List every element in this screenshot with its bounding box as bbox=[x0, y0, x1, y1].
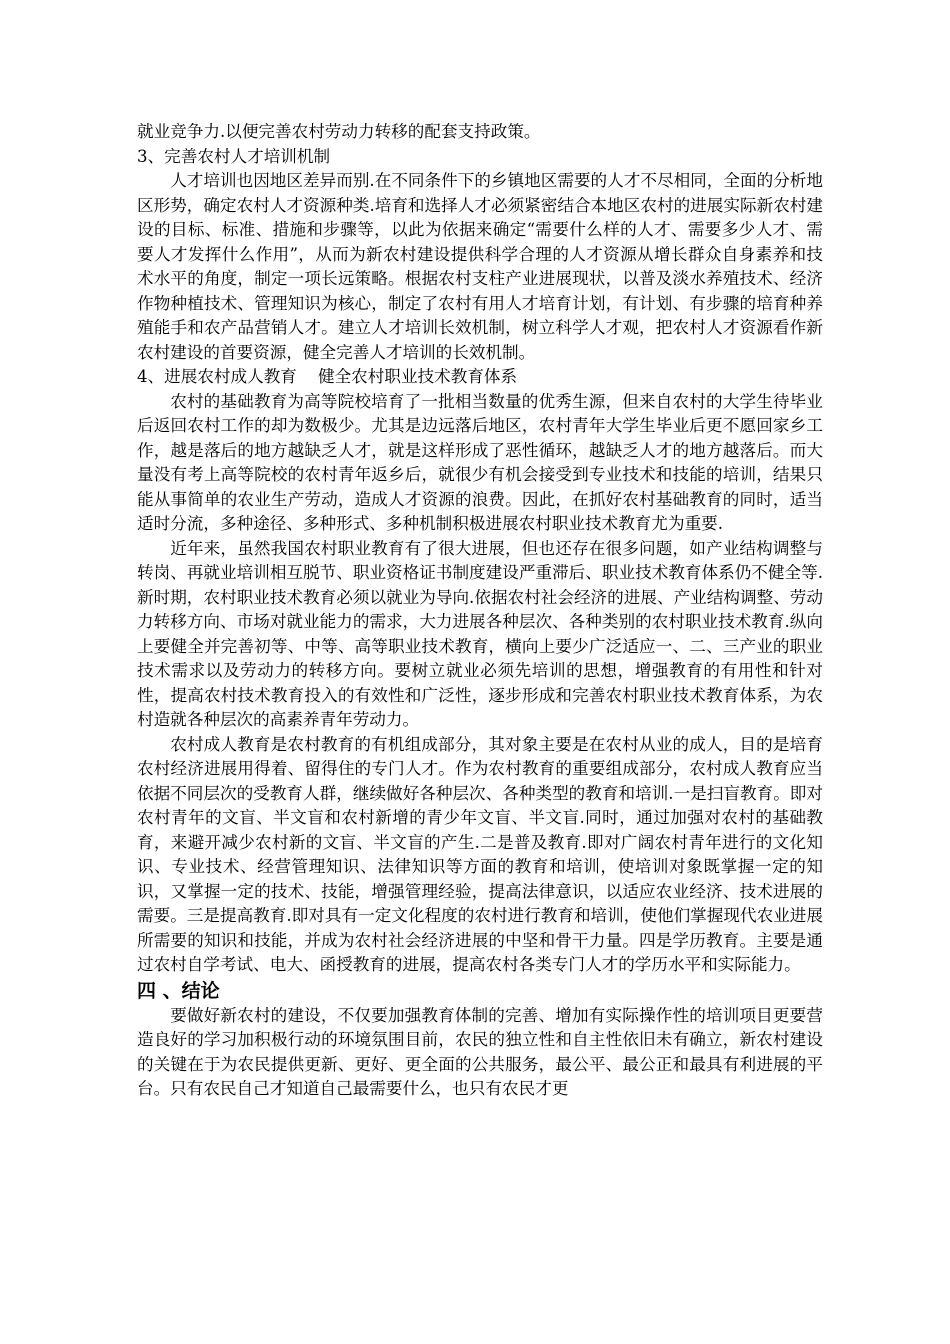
paragraph-vocational-education: 近年来，虽然我国农村职业教育有了很大进展，但也还存在很多问题，如产业结构调整与转岗、再就业培训相互脱节、职业资格证书制度建设严重滞后、职业技术教育体系仍不健全等.新时期，农村职业技术教育必须以就业为导向.依据农村社会经济的进展、产业结构调整、劳动力转移方向、市场对就业能力的需求，大力进展各种层次、各种类别的农村职业技术教育.纵向上要健全并完善初等、中等、高等职业技术教育，横向上要少广泛适应一、二、三产业的职业技术需求以及劳动力的转移方向。要树立就业必须先培训的思想，增强教育的有用性和针对性，提高农村技术教育投入的有效性和广泛性，逐步形成和完善农村职业技术教育体系，为农村造就各种层次的高素养青年劳动力。 bbox=[137, 538, 823, 729]
paragraph-adult-education: 农村成人教育是农村教育的有机组成部分，其对象主要是在农村从业的成人，目的是培育农村经济进展用得着、留得住的专门人才。作为农村教育的重要组成部分，农村成人教育应当依据不同层次的受教育人群，继续做好各种层次、各种类型的教育和培训.一是扫盲教育。即对农村青年的文盲、半文盲和农村新增的青少年文盲、半文盲.同时，通过加强对农村的基础教育，来避开减少农村新的文盲、半文盲的产生.二是普及教育.即对广阔农村青年进行的文化知识、专业技术、经营管理知识、法律知识等方面的教育和培训，使培训对象既掌握一定的知识，又掌握一定的技术、技能，增强管理经验，提高法律意识，以适应农业经济、技术进展的需要。三是提高教育.即对具有一定文化程度的农村进行教育和培训，使他们掌握现代农业进展所需要的知识和技能，并成为农村社会经济进展的中坚和骨干力量。四是学历教育。主要是通过农村自学考试、电大、函授教育的进展，提高农村各类专门人才的学历水平和实际能力。 bbox=[137, 734, 823, 974]
paragraph-conclusion: 要做好新农村的建设，不仅要加强教育体制的完善、增加有实际操作性的培训项目更要营造良好的学习加积极行动的环境氛围目前，农民的独立性和自主性依旧未有确立，新农村建设的关键在于为农民提供更新、更好、更全面的公共服务，最公平、最公正和最具有利进展的平台。只有农民自己才知道自己最需要什么，也只有农民才更 bbox=[137, 1005, 823, 1098]
section-heading-conclusion: 四 、结论 bbox=[137, 979, 220, 1002]
subheading-adult-education: 4、进展农村成人教育 健全农村职业技术教育体系 bbox=[137, 367, 518, 386]
continued-paragraph: 就业竞争力.以便完善农村劳动力转移的配套支持政策。 bbox=[137, 122, 541, 141]
paragraph-talent-training: 人才培训也因地区差异而别.在不同条件下的乡镇地区需要的人才不尽相同，全面的分析地区形势，确定农村人才资源种类.培育和选择人才必须紧密结合本地区农村的进展实际新农村建设的目标、标准、措施和步骤等，以此为依据来确定“需要什么样的人才、需要多少人才、需要人才发挥什么作用”，从而为新农村建设提供科学合理的人才资源从增长群众自身素养和技术水平的角度，制定一项长远策略。根据农村支柱产业进展现状，以普及淡水养殖技术、经济作物种植技术、管理知识为核心，制定了农村有用人才培育计划，有计划、有步骤的培育种养殖能手和农产品营销人才。建立人才培训长效机制，树立科学人才观，把农村人才资源看作新农村建设的首要资源，健全完善人才培训的长效机制。 bbox=[137, 171, 823, 362]
document-page bbox=[137, 120, 823, 1102]
subheading-rural-talent-training: 3、完善农村人才培训机制 bbox=[137, 146, 331, 166]
paragraph-basic-education: 农村的基础教育为高等院校培育了一批相当数量的优秀生源，但来自农村的大学生待毕业后返回农村工作的却为数极少。尤其是边远落后地区，农村青年大学生毕业后更不愿回家乡工作，越是落后的地方越缺乏人才，就是这样形成了恶性循环，越缺乏人才的地方越落后。而大量没有考上高等院校的农村青年返乡后，就很少有机会接受到专业技术和技能的培训，结果只能从事简单的农业生产劳动，造成人才资源的浪费。因此，在抓好农村基础教育的同时，适当适时分流，多种途径、多种形式、多种机制积极进展农村职业技术教育尤为重要. bbox=[137, 391, 823, 533]
